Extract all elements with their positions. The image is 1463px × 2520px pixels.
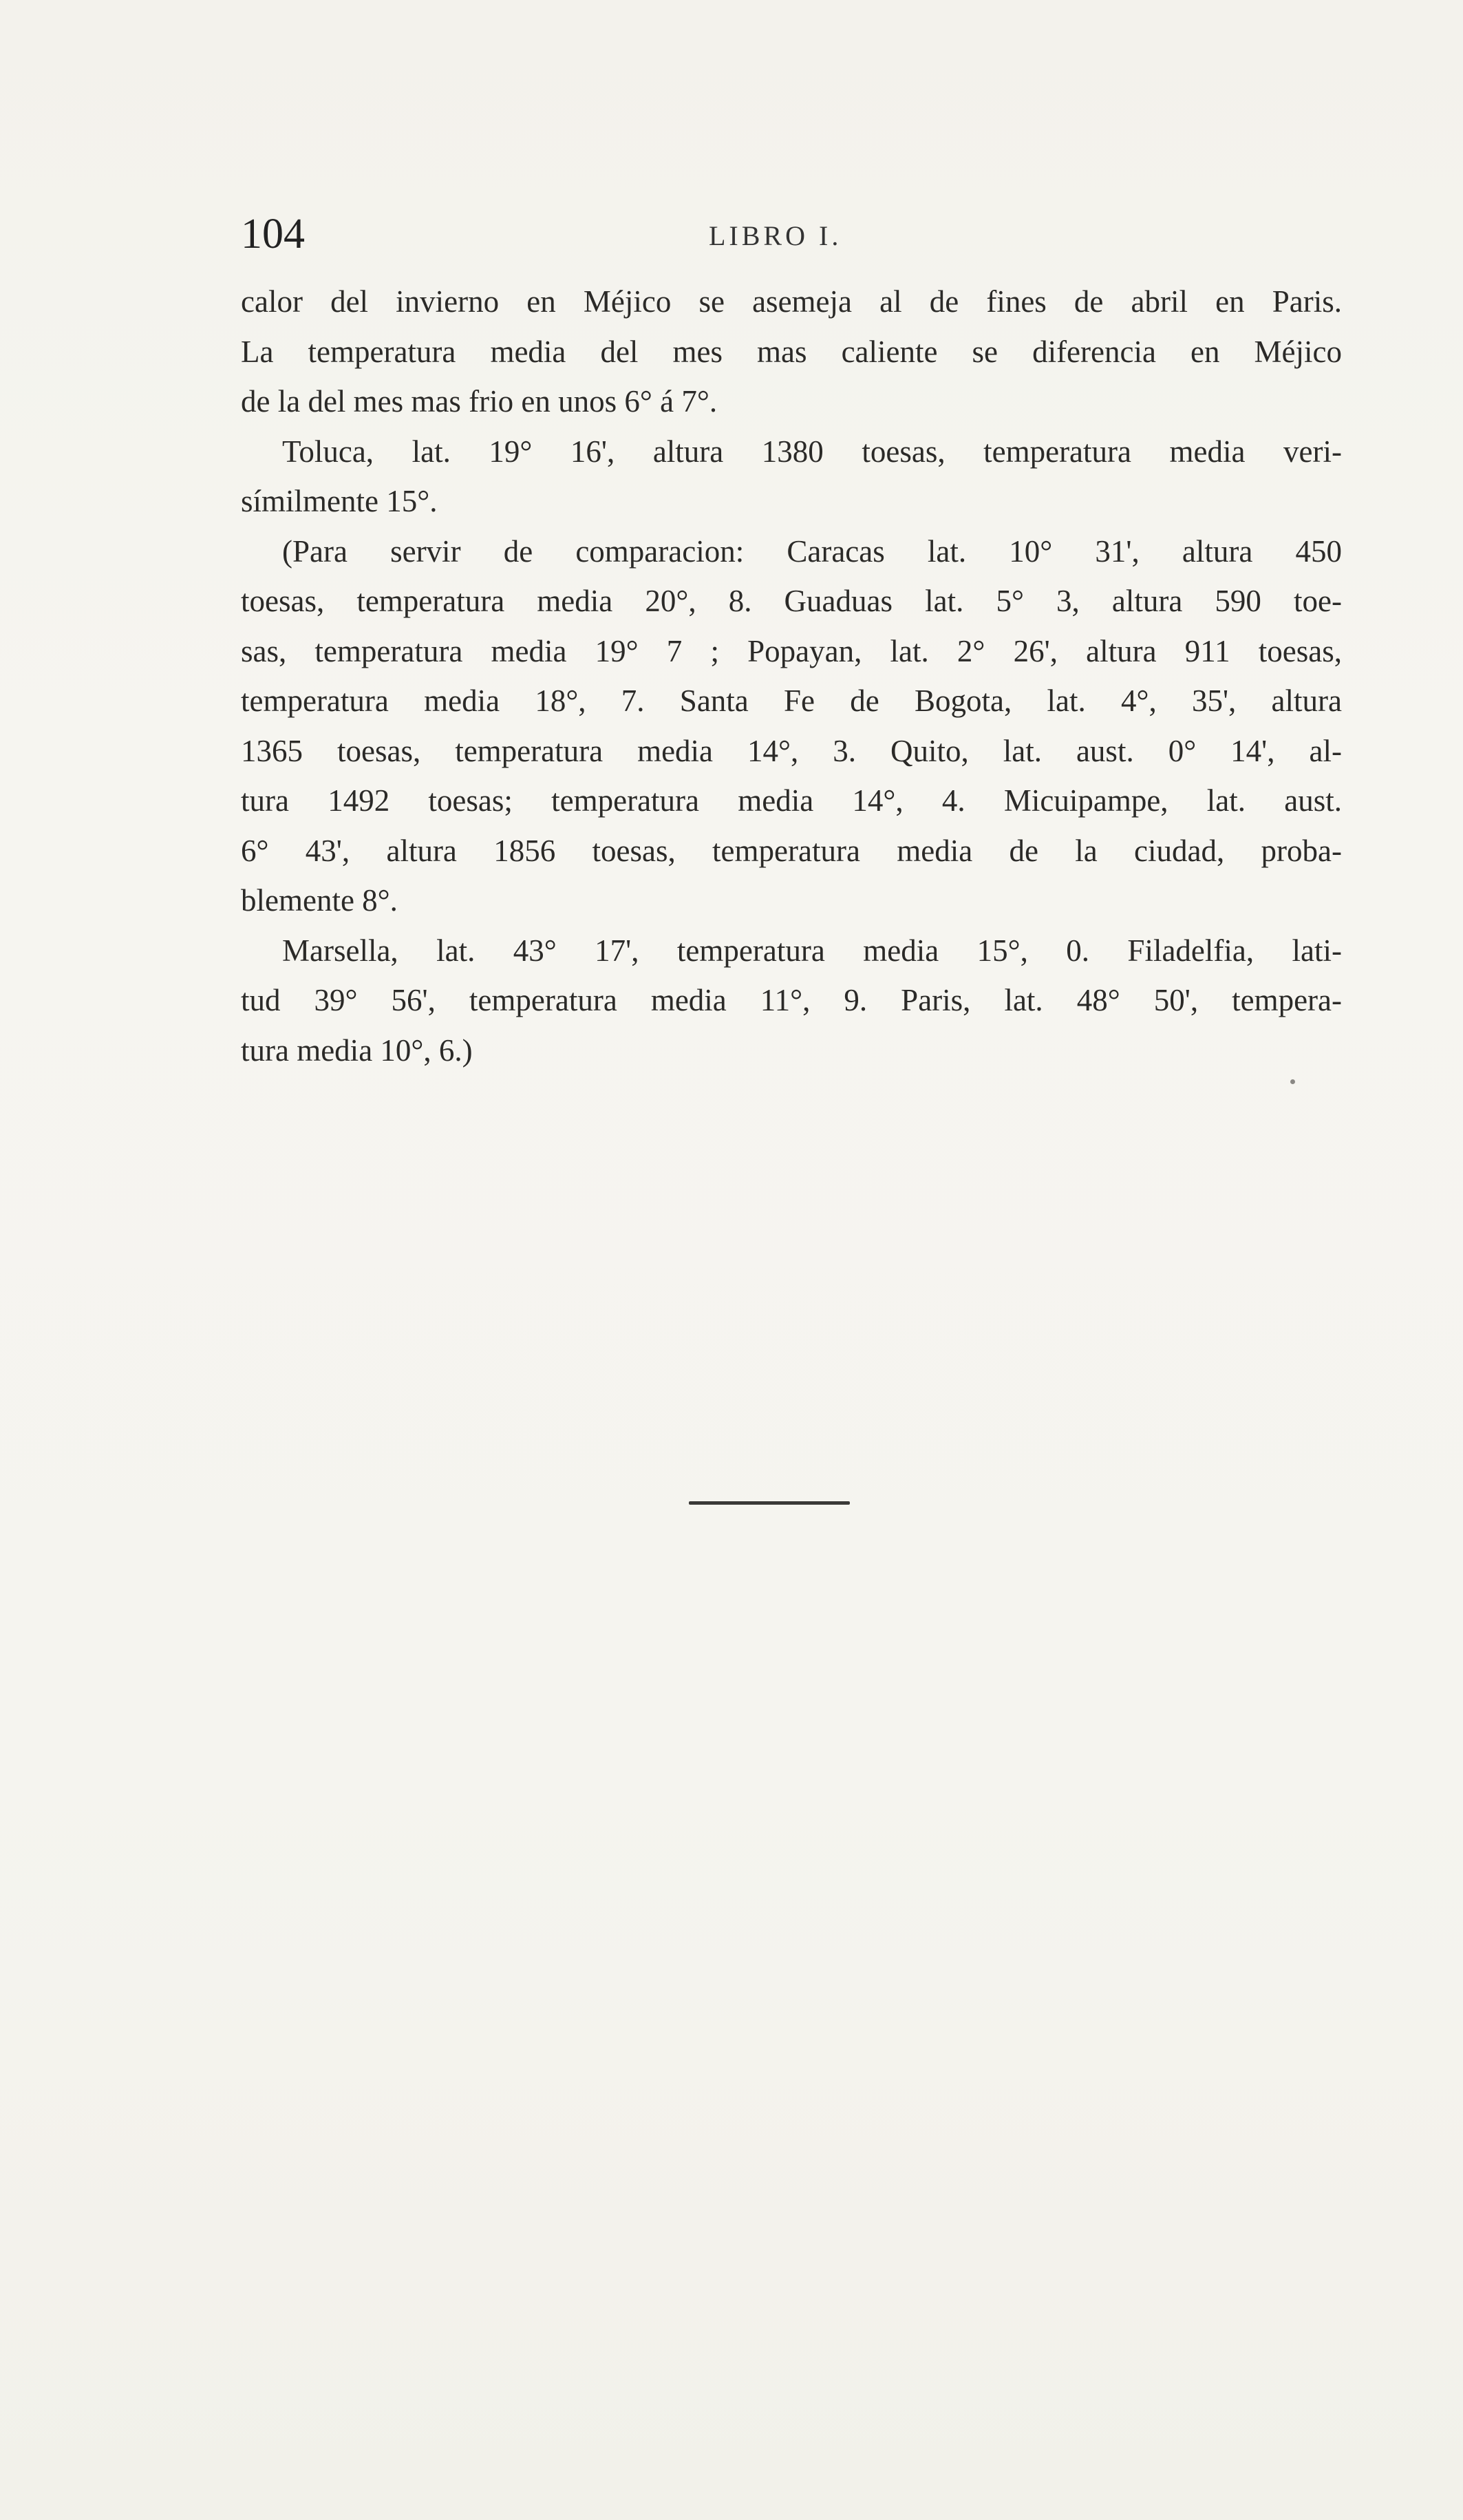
paragraph-comparison <box>241 527 1342 926</box>
text-line: (Para servir de comparacion: Caracas lat. 10° 31', altura 450 <box>282 533 1342 569</box>
text-line: 1365 toesas, temperatura media 14°, 3. Quito, lat. aust. 0° 14', al- <box>241 733 1342 768</box>
page-header <box>241 207 1342 268</box>
text-line: 6° 43', altura 1856 toesas, temperatura media de la ciudad, proba- <box>241 833 1342 868</box>
paragraph-mexico-temperature <box>241 277 1342 427</box>
text-line: Marsella, lat. 43° 17', temperatura media 15°, 0. Filadelfia, lati- <box>282 933 1342 968</box>
paragraph-toluca <box>241 427 1342 527</box>
text-line: temperatura media 18°, 7. Santa Fe de Bogota, lat. 4°, 35', altura <box>241 684 1342 718</box>
text-line: blemente 8°. <box>241 883 398 918</box>
text-line: de la del mes mas frio en unos 6° á 7°. <box>241 384 718 419</box>
text-line: tura media 10°, 6.) <box>241 1033 473 1068</box>
running-head: LIBRO I. <box>709 220 842 251</box>
text-line: La temperatura media del mes mas caliente se diferencia en Méjico <box>241 334 1342 369</box>
text-line: símilmente 15°. <box>241 484 438 518</box>
text-line: toesas, temperatura media 20°, 8. Guaduas lat. 5° 3, altura 590 toe- <box>241 584 1342 618</box>
section-end-rule <box>689 1501 850 1505</box>
text-line: sas, temperatura media 19° 7 ; Popayan, lat. 2° 26', altura 911 toesas, <box>241 633 1342 668</box>
text-line: tura 1492 toesas; temperatura media 14°, 4. Micuipampe, lat. aust. <box>241 783 1342 818</box>
body-text <box>241 277 1342 1075</box>
page-number: 104 <box>241 211 305 257</box>
paragraph-marsella <box>241 926 1342 1076</box>
text-line: Toluca, lat. 19° 16', altura 1380 toesas, temperatura media veri- <box>282 434 1342 469</box>
text-line: calor del invierno en Méjico se asemeja al de fines de abril en Paris. <box>241 284 1342 319</box>
ink-speck <box>1290 1079 1295 1084</box>
text-line: tud 39° 56', temperatura media 11°, 9. Paris, lat. 48° 50', tempera- <box>241 983 1342 1017</box>
